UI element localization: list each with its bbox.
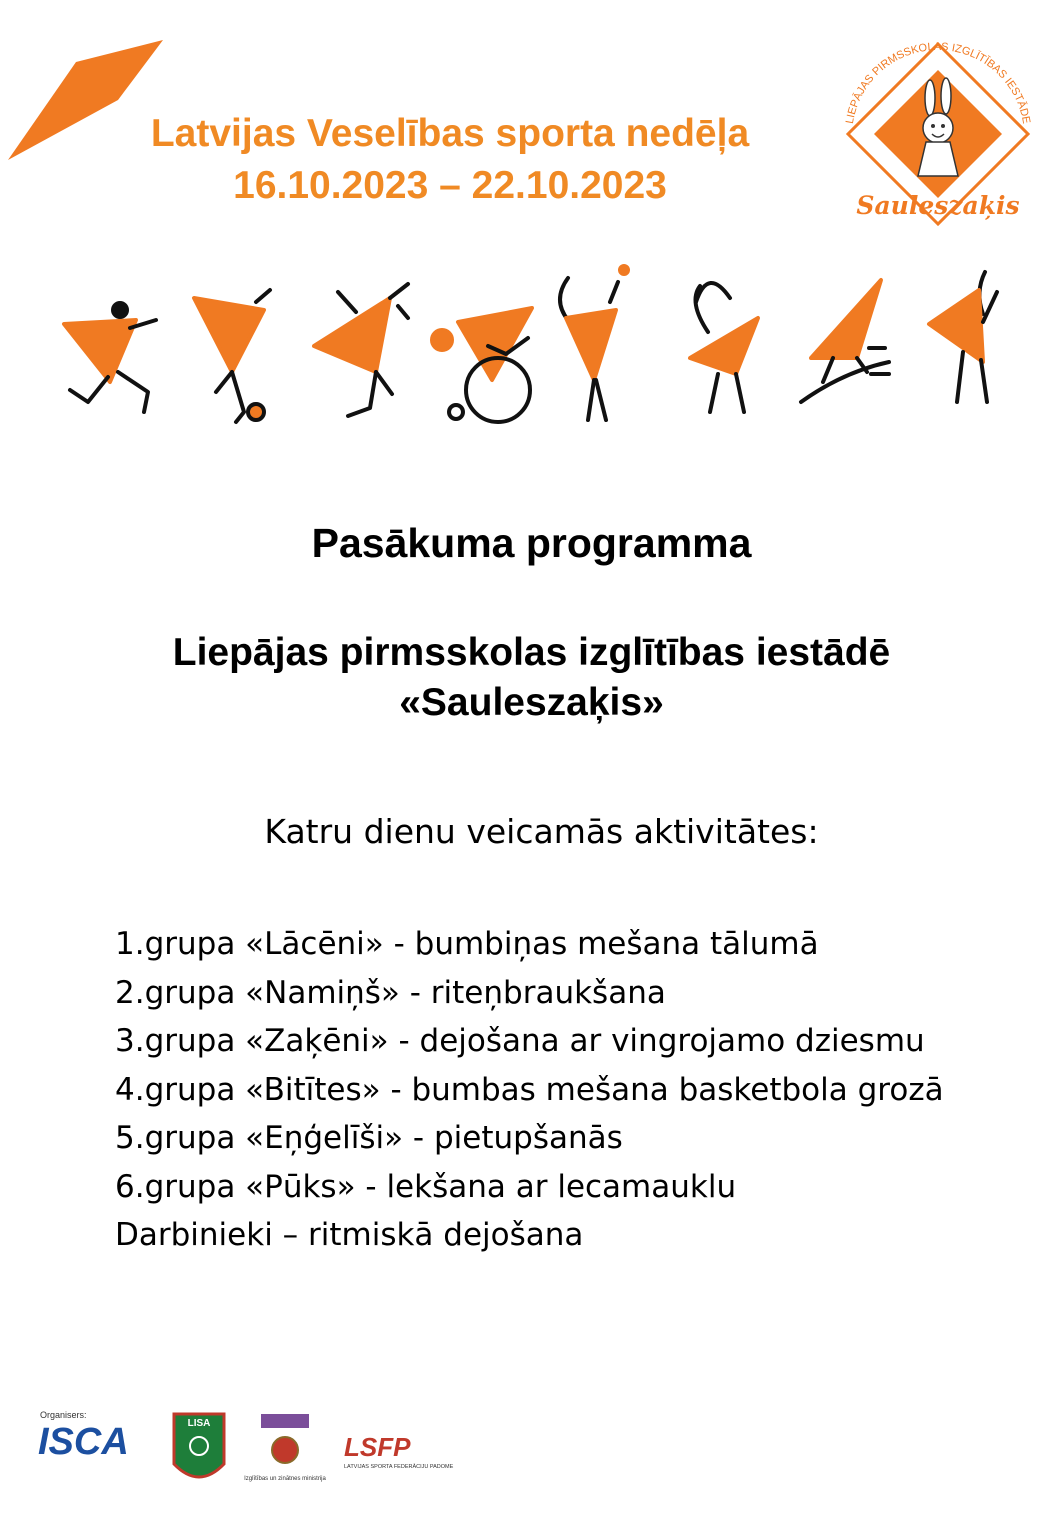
lsfp-logo [344, 1432, 454, 1470]
logo-script-text: Sauleszaķis [856, 191, 1020, 220]
skateboard-figure-icon [801, 280, 889, 402]
wheelchair-figure-icon [432, 308, 532, 422]
lisa-logo [174, 1414, 224, 1477]
event-title [60, 108, 840, 212]
lsfp-subtitle: LATVIJAS SPORTA FEDERĀCIJU PADOME [344, 1464, 454, 1470]
organisers-label: Organisers: [40, 1410, 87, 1420]
isca-logo: ISCA [38, 1421, 129, 1463]
stretching-figure-icon [929, 272, 997, 402]
event-title-line1: Latvijas Veselības sporta nedēļa [150, 112, 750, 155]
institution-quoted-name: «Sauleszaķis» [399, 681, 664, 724]
list-item: 3.grupa «Zaķēni» - dejošana ar vingrojamo dziesmu [115, 1023, 925, 1059]
list-item: 6.grupa «Pūks» - lekšana ar lecamauklu [115, 1168, 737, 1205]
daily-activities-heading: Katru dienu veicamās aktivitātes: [264, 812, 819, 851]
list-item: 1.grupa «Lācēni» - bumbiņas mešana tālumā [115, 926, 819, 962]
activity-list [115, 920, 1055, 1260]
sport-figures-banner [58, 262, 1008, 432]
sauleszakis-logo [838, 36, 1038, 226]
logo-arc-text: LIEPĀJAS PIRMSSKOLAS IZGLĪTĪBAS IESTĀDE [843, 40, 1033, 125]
dancer-figure-icon [690, 283, 758, 412]
ministry-logo [244, 1414, 326, 1482]
sponsor-logos [38, 1408, 458, 1508]
institution-heading [0, 628, 1063, 728]
list-item: 4.grupa «Bitītes» - bumbas mešana basketbola grozā [115, 1071, 944, 1108]
football-figure-icon [194, 290, 270, 422]
list-item: 2.grupa «Namiņš» - riteņbraukšana [115, 974, 666, 1011]
lisa-text: LISA [187, 1418, 211, 1429]
ministry-text: Izglītības un zinātnes ministrija [244, 1476, 326, 1482]
runner-figure-icon [64, 303, 156, 412]
lsfp-text: LSFP [344, 1432, 411, 1462]
jumper-figure-icon [314, 284, 408, 416]
list-item: 5.grupa «Eņģelīši» - pietupšanās [115, 1120, 623, 1156]
program-heading: Pasākuma programma [311, 520, 752, 566]
list-item: Darbinieki – ritmiskā dejošana [115, 1217, 584, 1253]
event-dates: 16.10.2023 – 22.10.2023 [233, 164, 667, 207]
institution-name: Liepājas pirmsskolas izglītības iestādē [172, 631, 891, 674]
skipping-figure-icon [560, 266, 628, 420]
